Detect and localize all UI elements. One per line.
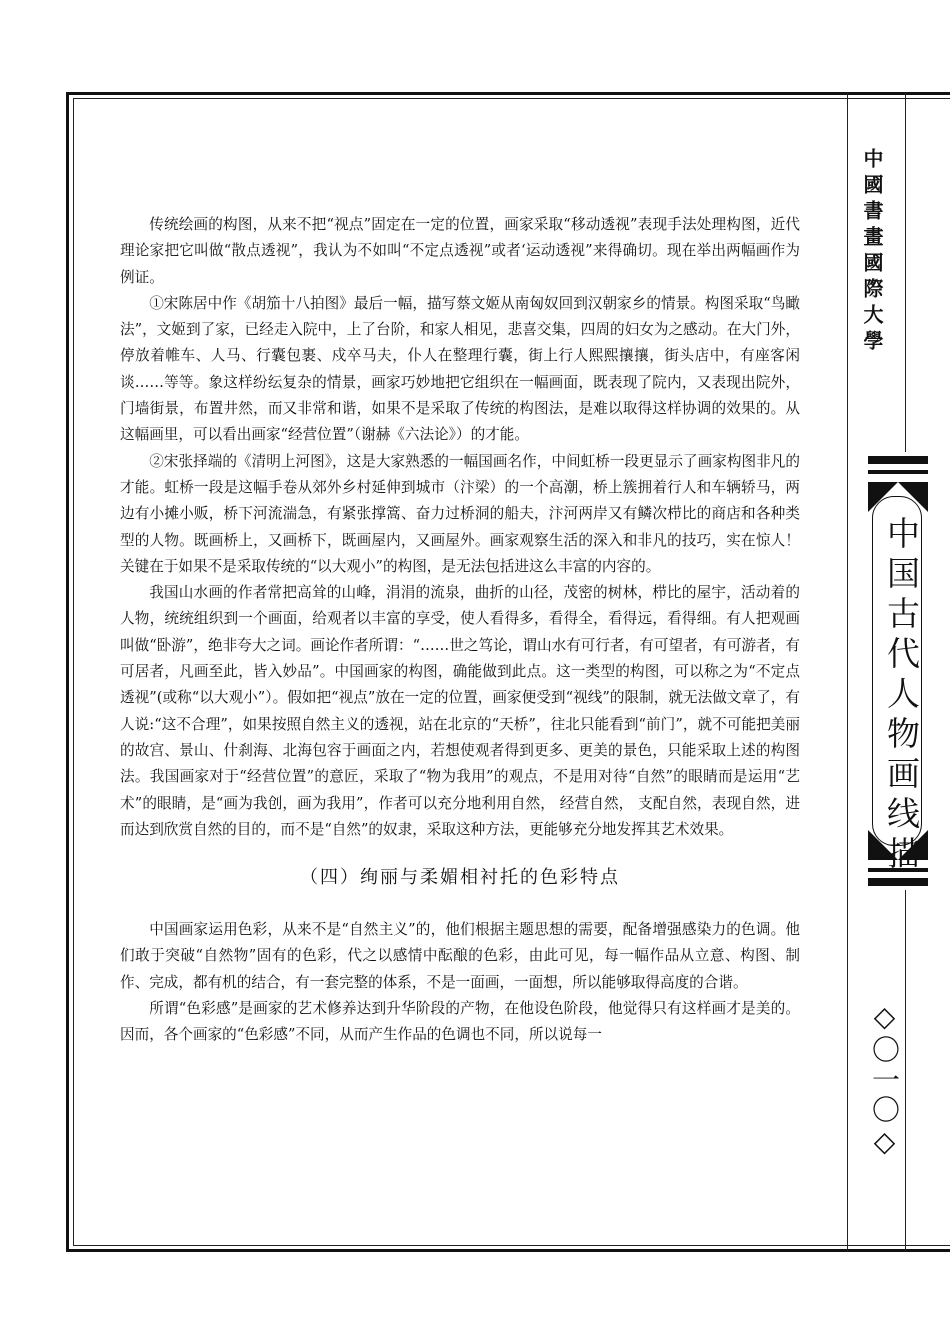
cartouche-band bbox=[868, 878, 928, 886]
university-name: 中國書畫國際大學 bbox=[860, 148, 884, 356]
main-text bbox=[120, 212, 800, 1049]
page-number: ◇〇一〇◇ bbox=[868, 1000, 901, 1160]
section-heading: （四）绚丽与柔媚相衬托的色彩特点 bbox=[300, 867, 620, 889]
sidebar-divider-top bbox=[905, 92, 906, 452]
paragraph: 传统绘画的构图，从来不把“视点”固定在一定的位置，画家采取“移动透视”表现手法处理构图，近代理论家把它叫做“散点透视”，我认为不如叫“不定点透视”或者‘运动透视”来得确切。现在举出两幅画作为例证。 bbox=[120, 216, 800, 286]
sidebar-divider bbox=[847, 92, 848, 1252]
paragraph: 中国画家运用色彩，从来不是“自然主义”的，他们根据主题思想的需要，配备增强感染力的色调。他们敢于突破“自然物”固有的色彩，代之以感情中酝酿的色彩，由此可见，每一幅作品从立意、构图、制作、完成，都有机的结合，有一套完整的体系，不是一面画，一面想，所以能够取得高度的合谐。 bbox=[120, 921, 800, 991]
cartouche-band bbox=[868, 456, 928, 464]
paragraph: 所谓“色彩感”是画家的艺术修养达到升华阶段的产物，在他设色阶段，他觉得只有这样画才是美的。因而，各个画家的“色彩感”不同，从而产生作品的色调也不同，所以说每一 bbox=[120, 1000, 800, 1044]
cartouche-band bbox=[868, 470, 928, 474]
sidebar-divider-bottom bbox=[905, 890, 906, 1252]
paragraph: 我国山水画的作者常把高耸的山峰，涓涓的流泉，曲折的山径，茂密的树林，栉比的屋宇，活动着的人物，统统组织到一个画面，给观者以丰富的享受，使人看得多，看得全，看得远，看得细。有人把观画叫做“卧游”，绝非夸大之词。画论作者所谓：“……世之笃论，谓山水有可行者，有可望者，有可游者，有可居者，凡画至此，皆入妙品”。中国画家的构图，确能做到此点。这一类型的构图，可以称之为“不定点透视”(或称“以大观小”）。假如把“视点”放在一定的位置，画家便受到“视线”的限制，就无法做文章了，有人说:“这不合理”，如果按照自然主义的透视，站在北京的“天桥”，往北只能看到“前门”，就不可能把美丽的故宫、景山、什刹海、北海包容于画面之内，若想使观者得到更多、更美的景色，只能采取上述的构图法。我国画家对于“经营位置”的意匠，采取了“物为我用”的观点，不是用对待“自然”的眼睛而是运用“艺术”的眼睛，是“画为我创，画为我用”，作者可以充分地利用自然， 经营自然， 支配自然，表现自然，进而达到欣赏自然的目的，而不是“自然”的奴隶，采取这种方法，更能够充分地发挥其艺术效果。 bbox=[120, 584, 800, 838]
book-title: 中国古代人物画线描 bbox=[882, 516, 921, 876]
paragraph: ①宋陈居中作《胡笳十八拍图》最后一幅，描写蔡文姬从南匈奴回到汉朝家乡的情景。构图采取“鸟瞰法”，文姬到了家，已经走入院中，上了台阶，和家人相见，悲喜交集，四周的妇女为之感动。在大门外，停放着帷车、人马、行囊包裹、戍卒马夫，仆人在整理行囊，街上行人熙熙攘攘，街头店中，有座客闲谈……等等。象这样纷纭复杂的情景，画家巧妙地把它组织在一幅画面，既表现了院内，又表现出院外，门墙街景，布置井然，而又非常和谐，如果不是采取了传统的构图法，是难以取得这样协调的效果的。从这幅画里，可以看出画家“经营位置”（谢赫《六法论》）的才能。 bbox=[120, 294, 800, 444]
paragraph: ②宋张择端的《清明上河图》，这是大家熟悉的一幅国画名作，中间虹桥一段更显示了画家构图非凡的才能。虹桥一段是这幅手卷从郊外乡村延伸到城市（汴梁）的一个高潮，桥上簇拥着行人和车辆轿马，两边有小摊小贩，桥下河流湍急，有紧张撑篙、奋力过桥洞的船夫，汴河两岸又有鳞次栉比的商店和各种类型的人物。既画桥上，又画桥下，既画屋内，又画屋外。画家观察生活的深入和非凡的技巧，实在惊人！关键在于如果不是采取传统的“以大观小”的构图，是无法包括进这么丰富的内容的。 bbox=[120, 452, 800, 575]
